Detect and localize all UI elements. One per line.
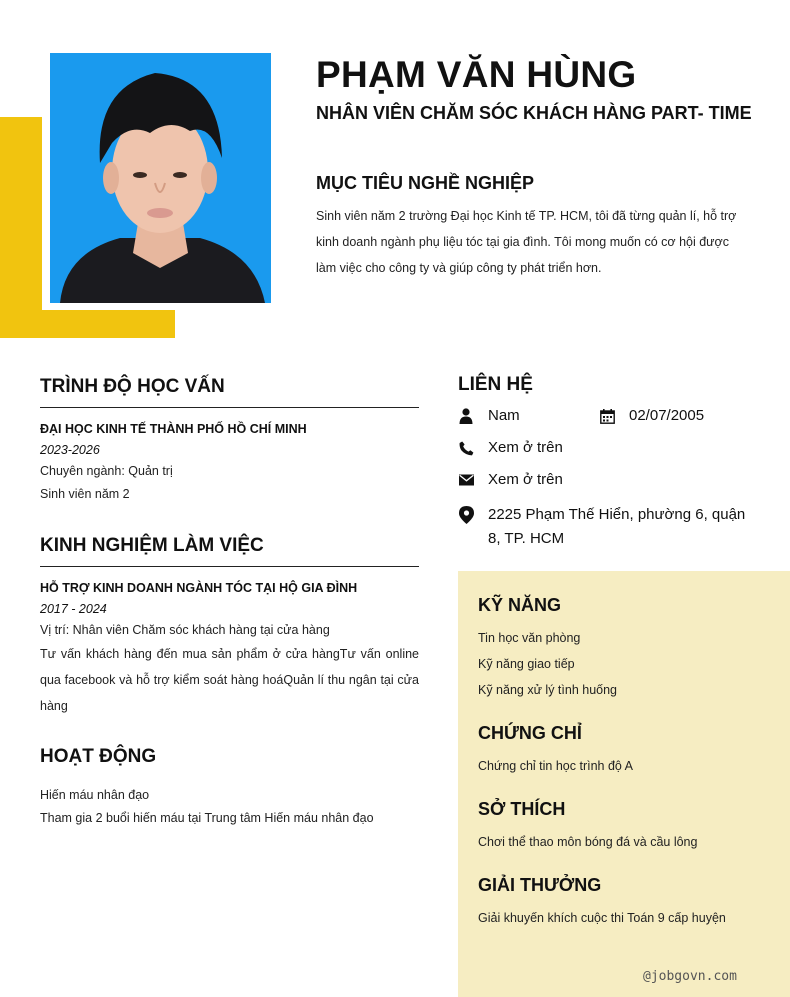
experience-position: Vị trí: Nhân viên Chăm sóc khách hàng tại cửa hàng [40,623,330,637]
objective-text: Sinh viên năm 2 trường Đại học Kinh tế TP. HCM, tôi đã từng quản lí, hỗ trợ kinh doanh ngành phụ liệu tóc tại gia đình. Tôi mong muốn có cơ hội được làm việc cho công ty và giúp công ty phát triển hơn. [316,209,737,275]
candidate-name: PHẠM VĂN HÙNG [316,54,637,95]
section-divider [40,407,419,408]
dob-value: 02/07/2005 [629,407,705,424]
contact-gender [458,407,520,424]
address-value: 2225 Phạm Thế Hiển, phường 6, quận 8, TP. HCM [488,506,746,547]
experience-description: Tư vấn khách hàng đến mua sản phẩm ở cửa hàngTư vấn online qua facebook và hỗ trợ kiểm soát hàng hoáQuản lí thu ngân tại cửa hàng [40,647,419,713]
hobbies-heading: SỞ THÍCH [478,799,566,819]
activity-item: Hiến máu nhân đạo [40,788,150,802]
gender-value: Nam [488,407,520,424]
skill-item: Kỹ năng xử lý tình huống [478,683,618,697]
contact-heading: LIÊN HỆ [458,374,533,395]
job-title: NHÂN VIÊN CHĂM SÓC KHÁCH HÀNG PART- TIME [316,103,752,123]
phone-value: Xem ở trên [488,439,563,456]
contact-address [458,503,748,551]
contact-email [458,471,563,488]
skills-heading: KỸ NĂNG [478,595,562,615]
activities-heading: HOẠT ĐỘNG [40,746,157,767]
activities-section [40,746,419,825]
experience-years: 2017 - 2024 [40,602,107,616]
hobby-item: Chơi thể thao môn bóng đá và cầu lông [478,835,698,849]
activity-item: Tham gia 2 buổi hiến máu tại Trung tâm Hiến máu nhân đạo [40,811,374,825]
experience-section [40,535,419,719]
contact-phone [458,439,563,456]
education-section [40,376,419,501]
certificates-heading: CHỨNG CHỈ [478,723,582,743]
email-value: Xem ở trên [488,471,563,488]
objective-heading: MỤC TIÊU NGHỀ NGHIỆP [316,173,535,193]
experience-company: HỖ TRỢ KINH DOANH NGÀNH TÓC TẠI HỘ GIA ĐÌNH [40,581,358,595]
accent-bar-horizontal [0,310,175,338]
location-pin-icon [458,507,474,523]
education-years: 2023-2026 [40,443,100,457]
phone-icon [458,440,474,456]
education-major: Chuyên ngành: Quản trị [40,464,173,478]
skill-item: Tin học văn phòng [478,631,581,645]
skill-item: Kỹ năng giao tiếp [478,657,575,671]
contact-dob [599,407,704,424]
award-item: Giải khuyến khích cuộc thi Toán 9 cấp huyện [478,911,726,925]
school-name: ĐẠI HỌC KINH TẾ THÀNH PHỐ HỒ CHÍ MINH [40,422,307,436]
profile-photo [50,53,271,303]
watermark: @jobgovn.com [643,969,737,984]
education-level: Sinh viên năm 2 [40,487,130,501]
envelope-icon [458,472,474,488]
experience-heading: KINH NGHIỆM LÀM VIỆC [40,535,264,556]
accent-bar-vertical [0,117,42,338]
education-heading: TRÌNH ĐỘ HỌC VẤN [40,376,225,397]
calendar-icon [599,408,615,424]
right-info-panel [458,571,790,997]
certificate-item: Chứng chỉ tin học trình độ A [478,759,633,773]
section-divider [40,566,419,567]
awards-heading: GIẢI THƯỞNG [478,875,602,895]
person-icon [458,408,474,424]
